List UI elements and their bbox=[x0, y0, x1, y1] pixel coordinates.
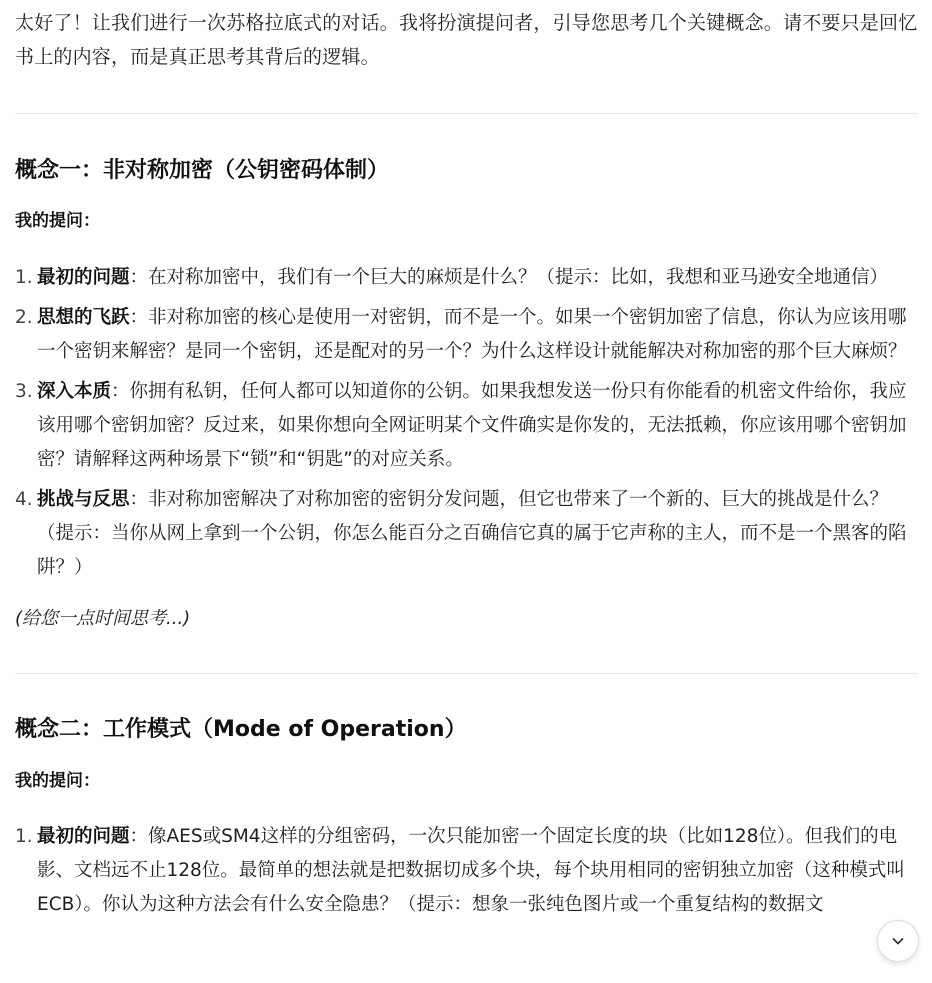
question-label: 我的提问： bbox=[15, 211, 100, 231]
question-label: 我的提问： bbox=[15, 771, 100, 791]
list-number: 2. bbox=[15, 307, 33, 328]
question-text: ：像AES或SM4这样的分组密码，一次只能加密一个固定长度的块（比如128位）。但我们的电影、文档远不止128位。最简单的想法就是把数据切成多个块，每个块用相同的密钥独立加密（这种模式叫ECB）。你认为这种方法会有什么安全隐患？（提示：想象一张纯色图片或一个重复结构的数据文 bbox=[37, 826, 905, 915]
list-number: 1. bbox=[15, 267, 33, 288]
list-number: 3. bbox=[15, 381, 33, 402]
question-text: ：在对称加密中，我们有一个巨大的麻烦是什么？（提示：比如，我想和亚马逊安全地通信） bbox=[129, 267, 889, 288]
intro-paragraph: 太好了！让我们进行一次苏格拉底式的对话。我将扮演提问者，引导您思考几个关键概念。请不要只是回忆书上的内容，而是真正思考其背后的逻辑。 bbox=[15, 12, 918, 68]
question-list bbox=[15, 820, 918, 922]
divider bbox=[15, 673, 918, 674]
question-heading: 深入本质 bbox=[37, 381, 112, 402]
divider bbox=[15, 113, 918, 114]
list-item bbox=[15, 820, 918, 922]
list-item bbox=[15, 483, 918, 585]
question-list bbox=[15, 261, 918, 585]
question-heading: 挑战与反思 bbox=[37, 489, 130, 510]
question-text: ：非对称加密解决了对称加密的密钥分发问题，但它也带来了一个新的、巨大的挑战是什么？（提示：当你从网上拿到一个公钥，你怎么能百分之百确信它真的属于它声称的主人，而不是一个黑客的陷阱？） bbox=[37, 489, 907, 578]
list-number: 4. bbox=[15, 489, 33, 510]
concept-two-section bbox=[15, 714, 918, 922]
list-number: 1. bbox=[15, 826, 33, 847]
scroll-down-button[interactable] bbox=[877, 920, 919, 962]
question-heading: 思想的飞跃 bbox=[37, 307, 130, 328]
question-text: ：非对称加密的核心是使用一对密钥，而不是一个。如果一个密钥加密了信息，你认为应该用哪一个密钥来解密？是同一个密钥，还是配对的另一个？为什么这样设计就能解决对称加密的那个巨大麻烦？ bbox=[37, 307, 907, 362]
concept-one-section bbox=[15, 155, 918, 633]
chevron-down-icon bbox=[890, 933, 906, 949]
concept-two-title: 概念二：工作模式（Mode of Operation） bbox=[15, 717, 467, 742]
question-heading: 最初的问题 bbox=[37, 826, 130, 847]
list-item bbox=[15, 301, 918, 369]
list-item bbox=[15, 261, 918, 295]
question-heading: 最初的问题 bbox=[37, 267, 130, 288]
thinking-note: (给您一点时间思考...) bbox=[15, 608, 191, 629]
chat-message bbox=[15, 6, 918, 922]
list-item bbox=[15, 375, 918, 477]
question-text: ：你拥有私钥，任何人都可以知道你的公钥。如果我想发送一份只有你能看的机密文件给你，我应该用哪个密钥加密？反过来，如果你想向全网证明某个文件确实是你发的，无法抵赖，你应该用哪个密钥加密？请解释这两种场景下“锁”和“钥匙”的对应关系。 bbox=[37, 381, 907, 470]
concept-one-title: 概念一：非对称加密（公钥密码体制） bbox=[15, 158, 390, 183]
